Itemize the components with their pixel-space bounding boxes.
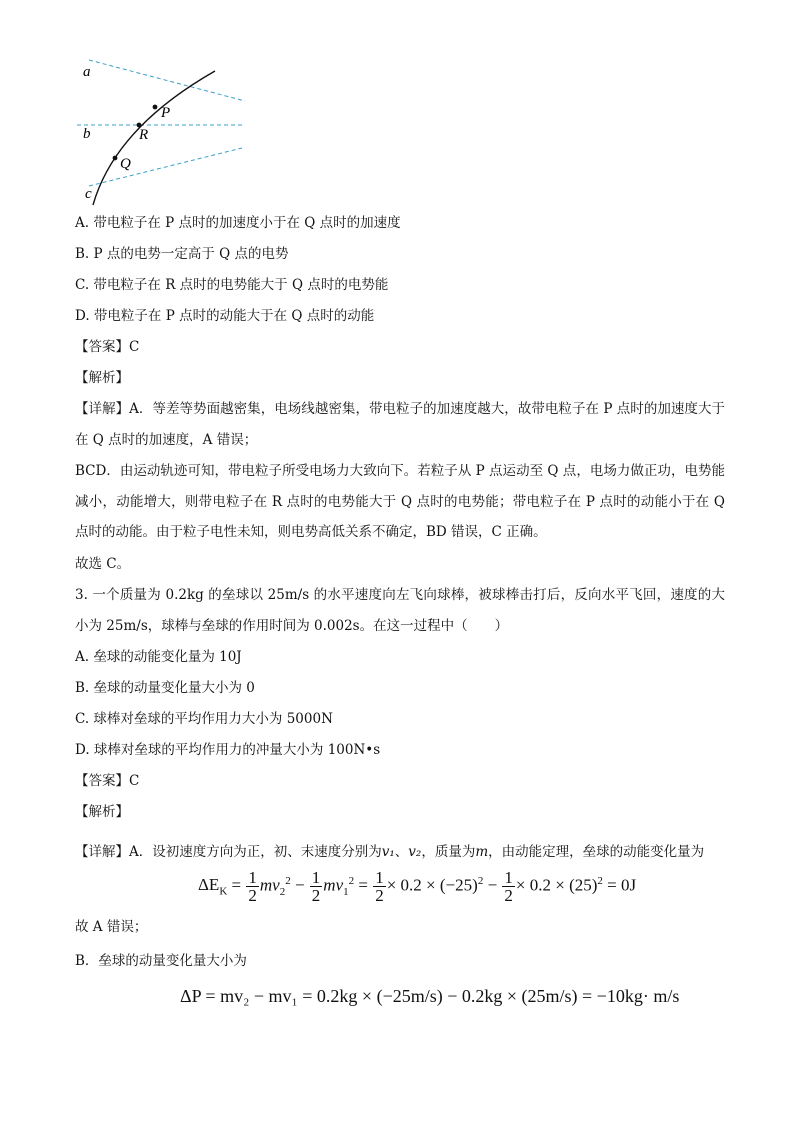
point-p-dot bbox=[153, 105, 158, 110]
q2-option-b: B. P 点的电势一定高于 Q 点的电势 bbox=[75, 246, 289, 262]
q3-option-b: B. 垒球的动量变化量大小为 0 bbox=[75, 680, 255, 696]
q3-option-d: D. 球棒对垒球的平均作用力的冲量大小为 100N•s bbox=[75, 742, 381, 758]
label-q: Q bbox=[120, 156, 131, 172]
q2-option-c: C. 带电粒子在 R 点时的电势能大于 Q 点时的电势能 bbox=[75, 277, 389, 293]
symbol-v2: v₂ bbox=[408, 844, 422, 860]
eq1-frac-2: $\frac{1}{2}$ bbox=[311, 868, 321, 905]
q3-detail-intro-mass: ，质量为 bbox=[421, 844, 476, 860]
label-a: a bbox=[83, 64, 91, 80]
q3-b-intro: B．垒球的动量变化量大小为 bbox=[75, 953, 247, 969]
q2-answer: 【答案】C bbox=[75, 339, 140, 355]
symbol-m: m bbox=[475, 844, 489, 860]
q2-detail-bcd: BCD．由运动轨迹可知，带电粒子所受电场力大致向下。若粒子从 P 点运动至 Q 点，电场力做正功，电势能减小，动能增大，则带电粒子在 R 点时的电势能大于 Q 点时的电势能；带电粒子在 P 点时的动能小于在 Q 点时的动能。由于粒子电性未知，则电势高低关系不确定，BD 错误，C 正确。 bbox=[75, 463, 725, 540]
eq1-frac-3: $\frac{1}{2}$ bbox=[375, 868, 384, 905]
dashed-line-c bbox=[89, 148, 242, 186]
label-c: c bbox=[85, 186, 92, 202]
q3-stem: 3. 一个质量为 0.2kg 的垒球以 25m/s 的水平速度向左飞向球棒，被球棒击打后，反向水平飞回，速度的大小为 25m/s，球棒与垒球的作用时间为 0.002s。在这一过程中（ ） bbox=[75, 587, 725, 634]
label-b: b bbox=[83, 126, 91, 142]
symbol-v1: v₁ bbox=[381, 844, 395, 860]
equation-kinetic-energy: $\Delta E_K$ = $\frac{1}{2}$ $mv_2^2$ − $\frac{1}{2}$ $mv_1^2$ = $\frac{1}{2}$ × $0.2 \times (-25)^2$ − $\frac{1}{2}$ × $0.2 \times (25)^2 = 0J$ bbox=[198, 868, 637, 905]
q3-detail-intro bbox=[75, 843, 704, 861]
equipotential-figure bbox=[75, 58, 255, 208]
dashed-line-a bbox=[89, 60, 245, 101]
label-r: R bbox=[139, 127, 149, 143]
eq1-frac-1: $\frac{1}{2}$ bbox=[248, 868, 257, 905]
q2-conclusion: 故选 C。 bbox=[75, 556, 131, 572]
q3-detail-intro-sep: 、 bbox=[394, 844, 409, 860]
eq1-lhs: $\Delta E_K$ bbox=[198, 875, 228, 898]
q3-option-a: A. 垒球的动能变化量为 10J bbox=[75, 649, 242, 665]
trajectory-curve bbox=[93, 71, 215, 205]
q3-option-c: C. 球棒对垒球的平均作用力大小为 5000N bbox=[75, 711, 333, 727]
label-p: P bbox=[161, 105, 171, 121]
q3-detail-intro-text: 【详解】A．设初速度方向为正，初、末速度分别为 bbox=[75, 844, 382, 860]
q3-answer: 【答案】C bbox=[75, 773, 140, 789]
q2-analysis-heading: 【解析】 bbox=[75, 370, 129, 386]
q3-a-wrong: 故 A 错误； bbox=[75, 919, 148, 935]
eq1-frac-4: $\frac{1}{2}$ bbox=[504, 868, 513, 905]
q2-option-d: D. 带电粒子在 P 点时的动能大于在 Q 点时的动能 bbox=[75, 308, 375, 324]
point-q-dot bbox=[113, 156, 118, 161]
q2-option-a: A. 带电粒子在 P 点时的加速度小于在 Q 点时的加速度 bbox=[75, 215, 401, 231]
equation-momentum: ΔP = mv₂ − mv₁ = 0.2kg × (−25m/s) − 0.2kg × (25m/s) = −10kg· m/s bbox=[180, 986, 680, 1006]
q3-detail-intro-end: ，由动能定理，垒球的动能变化量为 bbox=[488, 844, 705, 860]
q2-detail-a: 【详解】A．等差等势面越密集，电场线越密集，带电粒子的加速度越大，故带电粒子在 P 点时的加速度大于在 Q 点时的加速度，A 错误； bbox=[75, 401, 725, 448]
q3-analysis-heading: 【解析】 bbox=[75, 804, 129, 820]
